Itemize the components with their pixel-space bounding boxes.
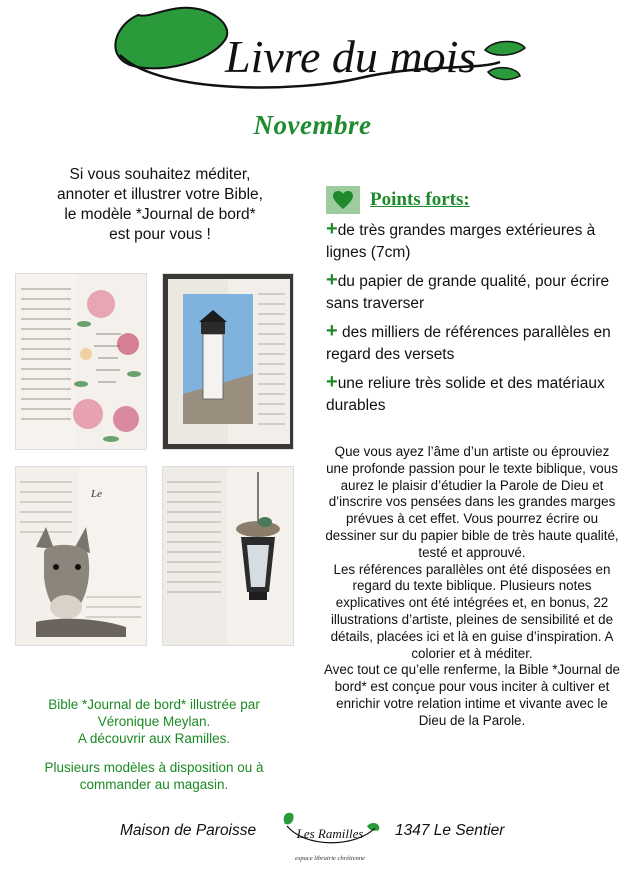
photo-lantern bbox=[162, 466, 294, 646]
description-text bbox=[322, 444, 622, 730]
description-paragraph: Les références parallèles ont été disposées en regard du texte biblique. Plusieurs notes explicatives ont été intégrées et, en bonus, 22 illustrations d’artiste, pleines de sensibilité et de détails, placées ici et là en guise d’inspiration. A colorier et à méditer. bbox=[330, 561, 614, 661]
description-paragraph: Avec tout ce qu’elle renferme, la Bible *Journal de bord* est conçue pour vous inciter à cultiver et enrichir votre relation intime et vivante avec le Dieu de la Parole. bbox=[323, 662, 620, 728]
points-title: Points forts: bbox=[370, 189, 470, 210]
heart-badge bbox=[326, 186, 360, 214]
heart-icon bbox=[332, 190, 354, 210]
plus-icon: + bbox=[326, 269, 338, 291]
intro-line: annoter et illustrer votre Bible, bbox=[57, 186, 263, 203]
caption-line: Bible *Journal de bord* illustrée par bbox=[48, 697, 260, 712]
caption-line: Véronique Meylan. bbox=[97, 714, 211, 729]
livre-du-mois-logo bbox=[100, 0, 530, 100]
intro-line: est pour vous ! bbox=[109, 226, 211, 243]
points-heading bbox=[326, 186, 470, 214]
photo-caption bbox=[20, 696, 288, 793]
leaf-icon bbox=[284, 813, 294, 825]
big-leaf-icon bbox=[115, 8, 227, 69]
point-text: de très grandes marges extérieures à lignes (7cm) bbox=[326, 222, 596, 261]
svg-text:Le: Le bbox=[91, 488, 102, 500]
list-item bbox=[326, 320, 621, 366]
small-leaf-icon-2 bbox=[488, 68, 520, 80]
point-text: une reliure très solide et des matériaux durables bbox=[326, 375, 605, 414]
list-item bbox=[326, 218, 621, 264]
intro-text bbox=[30, 165, 290, 245]
list-item bbox=[326, 269, 621, 315]
plus-icon: + bbox=[326, 218, 338, 240]
photo-flowers bbox=[15, 273, 147, 450]
description-paragraph: Que vous ayez l’âme d’un artiste ou éprouviez une profonde passion pour le texte biblique, vous aurez le plaisir d’étudier la Parole de Dieu et d’inscrire vos pensées dans les grandes marges prévues à cet effet. Vous pourrez écrire ou dessiner sur du papier bible de très haute qualité, testé et approuvé. bbox=[325, 444, 619, 560]
photo-lighthouse bbox=[162, 273, 294, 450]
plus-icon: + bbox=[326, 371, 338, 393]
small-leaf-icon bbox=[485, 42, 525, 56]
photo-donkey bbox=[15, 466, 147, 646]
shop-logo-tagline: espace librairie chrétienne bbox=[294, 855, 366, 862]
logo-title: Livre du mois bbox=[225, 31, 477, 82]
month-title: Novembre bbox=[253, 110, 372, 140]
caption-line: Plusieurs modèles à disposition ou à bbox=[44, 760, 264, 775]
plus-icon: + bbox=[326, 320, 338, 342]
floral-wreath-illustration bbox=[16, 274, 146, 449]
lighthouse-illustration bbox=[163, 274, 293, 449]
point-text: du papier de grande qualité, pour écrire sans traverser bbox=[326, 273, 610, 312]
footer-address-left: Maison de Paroisse bbox=[120, 822, 257, 839]
donkey-illustration bbox=[16, 467, 146, 645]
point-text: des milliers de références parallèles en regard des versets bbox=[326, 324, 611, 363]
shop-logo-name: Les Ramilles bbox=[296, 826, 364, 841]
les-ramilles-logo bbox=[275, 806, 385, 868]
points-list bbox=[326, 218, 621, 422]
caption-line: commander au magasin. bbox=[79, 777, 229, 792]
caption-line: A découvrir aux Ramilles. bbox=[77, 731, 231, 746]
lantern-bird-illustration bbox=[163, 467, 293, 645]
list-item bbox=[326, 371, 621, 417]
intro-line: Si vous souhaitez méditer, bbox=[69, 166, 251, 183]
intro-line: le modèle *Journal de bord* bbox=[64, 206, 256, 223]
footer-address-right: 1347 Le Sentier bbox=[395, 822, 505, 839]
